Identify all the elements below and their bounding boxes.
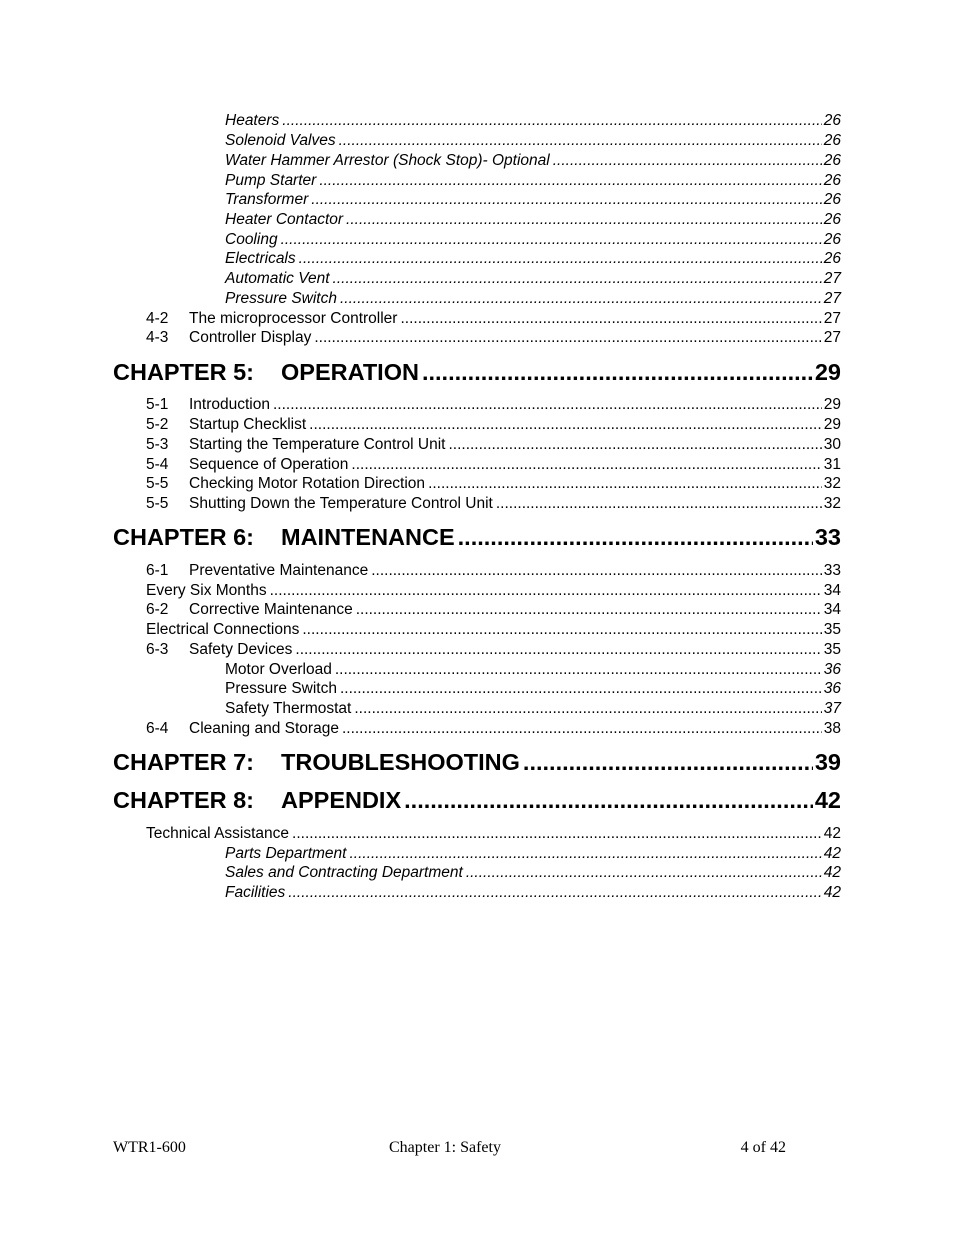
toc-leader-dots	[422, 356, 813, 388]
toc-entry-label: Electrical Connections	[146, 621, 300, 638]
toc-entry[interactable]	[146, 455, 841, 475]
toc-leader-dots	[404, 784, 813, 816]
toc-entry-page: 36	[823, 661, 841, 678]
toc-chapter-7[interactable]	[113, 746, 841, 778]
toc-leader-dots	[281, 230, 822, 250]
toc-entry-number: 5-5	[146, 495, 169, 512]
toc-leader-dots	[282, 111, 821, 131]
toc-leader-dots	[339, 131, 822, 151]
toc-entry-page: 42	[823, 825, 841, 842]
toc-entry-label: Technical Assistance	[146, 825, 290, 842]
footer-page-number: 4 of 42	[740, 1139, 786, 1156]
toc-entry-number: 5-1	[146, 396, 169, 413]
toc-entry[interactable]	[225, 883, 841, 903]
toc-leader-dots	[299, 249, 822, 269]
toc-entry-page: 35	[823, 621, 841, 638]
chapter-title: APPENDIX	[281, 787, 402, 813]
toc-entry[interactable]	[146, 620, 841, 640]
toc-entry[interactable]	[146, 309, 841, 329]
toc-leader-dots	[400, 309, 821, 329]
toc-entry[interactable]	[146, 474, 841, 494]
toc-entry[interactable]	[146, 395, 841, 415]
toc-entry[interactable]	[225, 131, 841, 151]
toc-entry-number: 5-2	[146, 416, 169, 433]
toc-leader-dots	[553, 151, 822, 171]
chapter-title: MAINTENANCE	[281, 524, 455, 550]
toc-chapter-8[interactable]	[113, 784, 841, 816]
toc-entry-label: Sales and Contracting Department	[225, 864, 463, 881]
toc-entry[interactable]	[225, 289, 841, 309]
toc-entry-page: 37	[823, 700, 841, 717]
chapter-page: 39	[814, 749, 841, 775]
toc-entry[interactable]	[225, 660, 841, 680]
toc-leader-dots	[351, 455, 821, 475]
toc-entry-label: Sequence of Operation	[189, 456, 349, 473]
toc-entry-page: 38	[823, 720, 841, 737]
toc-leader-dots	[314, 328, 821, 348]
toc-entry-page: 27	[823, 329, 841, 346]
chapter-page: 42	[814, 787, 841, 813]
toc-leader-dots	[319, 171, 821, 191]
toc-entry[interactable]	[146, 824, 841, 844]
toc-leader-dots	[311, 190, 821, 210]
toc-leader-dots	[342, 719, 822, 739]
toc-leader-dots	[523, 746, 813, 778]
toc-leader-dots	[333, 269, 822, 289]
toc-entry-page: 26	[823, 250, 841, 267]
toc-leader-dots	[302, 620, 821, 640]
toc-entry-label: Pump Starter	[225, 172, 317, 189]
toc-entry-label: Electricals	[225, 250, 296, 267]
toc-entry-number: 5-5	[146, 475, 169, 492]
toc-entry-label: Checking Motor Rotation Direction	[189, 475, 426, 492]
toc-entry-label: Startup Checklist	[189, 416, 307, 433]
chapter-number: CHAPTER 7:	[113, 749, 255, 775]
toc-entry[interactable]	[225, 230, 841, 250]
toc-entry[interactable]	[146, 600, 841, 620]
toc-entry[interactable]	[146, 640, 841, 660]
toc-entry-label: Solenoid Valves	[225, 132, 336, 149]
toc-entry-label: Facilities	[225, 884, 286, 901]
toc-entry[interactable]	[146, 561, 841, 581]
toc-entry[interactable]	[225, 699, 841, 719]
toc-leader-dots	[371, 561, 822, 581]
chapter-number: CHAPTER 5:	[113, 359, 255, 385]
toc-entry[interactable]	[225, 269, 841, 289]
toc-entry-label: Heater Contactor	[225, 211, 344, 228]
toc-entry[interactable]	[225, 249, 841, 269]
toc-entry-page: 29	[823, 416, 841, 433]
toc-leader-dots	[335, 660, 822, 680]
page-footer	[113, 1139, 786, 1159]
toc-leader-dots	[428, 474, 822, 494]
toc-entry-number: 6-3	[146, 641, 169, 658]
toc-entry[interactable]	[225, 151, 841, 171]
toc-entry-page: 35	[823, 641, 841, 658]
toc-leader-dots	[356, 600, 822, 620]
toc-leader-dots	[292, 824, 822, 844]
toc-entry-page: 26	[823, 172, 841, 189]
toc-entry-label: Cleaning and Storage	[189, 720, 339, 737]
toc-leader-dots	[340, 289, 822, 309]
toc-entry-label: Heaters	[225, 112, 280, 129]
toc-entry-page: 30	[823, 436, 841, 453]
toc-entry[interactable]	[225, 111, 841, 131]
toc-entry[interactable]	[146, 494, 841, 514]
toc-entry-page: 27	[823, 270, 841, 287]
toc-leader-dots	[309, 415, 822, 435]
toc-entry-label: Cooling	[225, 231, 278, 248]
toc-entry-page: 26	[823, 112, 841, 129]
toc-entry-page: 34	[823, 582, 841, 599]
toc-leader-dots	[448, 435, 821, 455]
toc-entry-label: Parts Department	[225, 845, 347, 862]
toc-entry-page: 26	[823, 152, 841, 169]
toc-entry[interactable]	[146, 435, 841, 455]
toc-entry-label: Pressure Switch	[225, 680, 337, 697]
footer-document-id: WTR1-600	[113, 1139, 186, 1156]
toc-entry[interactable]	[146, 415, 841, 435]
toc-entry-page: 33	[823, 562, 841, 579]
toc-leader-dots	[349, 844, 821, 864]
toc-leader-dots	[295, 640, 821, 660]
toc-entry-label: Starting the Temperature Control Unit	[189, 436, 446, 453]
toc-entry-page: 27	[823, 290, 841, 307]
toc-entry-label: Preventative Maintenance	[189, 562, 369, 579]
toc-entry-label: Introduction	[189, 396, 270, 413]
toc-chapter-6[interactable]	[113, 521, 841, 553]
toc-entry-page: 32	[823, 475, 841, 492]
toc-entry-number: 5-4	[146, 456, 169, 473]
toc-entry-label: Corrective Maintenance	[189, 601, 353, 618]
chapter-number: CHAPTER 6:	[113, 524, 255, 550]
toc-entry[interactable]	[225, 190, 841, 210]
toc-entry-label: Transformer	[225, 191, 309, 208]
toc-entry[interactable]	[225, 679, 841, 699]
toc-entry-number: 6-4	[146, 720, 169, 737]
toc-leader-dots	[270, 581, 822, 601]
toc-entry[interactable]	[225, 210, 841, 230]
toc-entry-page: 42	[823, 845, 841, 862]
toc-leader-dots	[346, 210, 822, 230]
toc-entry-label: Safety Devices	[189, 641, 293, 658]
toc-entry-page: 26	[823, 231, 841, 248]
toc-entry-page: 27	[823, 310, 841, 327]
toc-entry[interactable]	[146, 328, 841, 348]
toc-entry-label: Every Six Months	[146, 582, 267, 599]
toc-leader-dots	[466, 863, 822, 883]
toc-entry-label: Water Hammer Arrestor (Shock Stop)- Optional	[225, 152, 550, 169]
chapter-title: OPERATION	[281, 359, 419, 385]
chapter-title: TROUBLESHOOTING	[281, 749, 520, 775]
toc-entry-page: 42	[823, 864, 841, 881]
toc-entry[interactable]	[146, 719, 841, 739]
toc-entry[interactable]	[225, 863, 841, 883]
toc-entry-number: 4-2	[146, 310, 169, 327]
toc-leader-dots	[288, 883, 821, 903]
toc-entry-number: 6-1	[146, 562, 169, 579]
toc-entry-page: 26	[823, 132, 841, 149]
toc-entry-label: Motor Overload	[225, 661, 332, 678]
toc-entry-page: 34	[823, 601, 841, 618]
toc-entry[interactable]	[225, 171, 841, 191]
toc-entry[interactable]	[225, 844, 841, 864]
toc-entry-page: 26	[823, 211, 841, 228]
toc-entry-page: 36	[823, 680, 841, 697]
toc-leader-dots	[340, 679, 822, 699]
toc-entry-page: 29	[823, 396, 841, 413]
toc-leader-dots	[458, 521, 813, 553]
toc-leader-dots	[496, 494, 822, 514]
chapter-page: 33	[814, 524, 841, 550]
toc-leader-dots	[354, 699, 821, 719]
chapter-number: CHAPTER 8:	[113, 787, 255, 813]
toc-entry-page: 31	[823, 456, 841, 473]
toc-entry[interactable]	[146, 581, 841, 601]
toc-entry-label: Safety Thermostat	[225, 700, 352, 717]
footer-chapter: Chapter 1: Safety	[389, 1139, 501, 1156]
toc-entry-page: 26	[823, 191, 841, 208]
toc-entry-page: 42	[823, 884, 841, 901]
toc-entry-label: The microprocessor Controller	[189, 310, 398, 327]
chapter-page: 29	[814, 359, 841, 385]
toc-chapter-5[interactable]	[113, 356, 841, 388]
toc-entry-number: 6-2	[146, 601, 169, 618]
toc-leader-dots	[273, 395, 822, 415]
toc-entry-label: Controller Display	[189, 329, 312, 346]
toc-entry-number: 5-3	[146, 436, 169, 453]
toc-entry-label: Shutting Down the Temperature Control Unit	[189, 495, 493, 512]
toc-entry-number: 4-3	[146, 329, 169, 346]
toc-entry-label: Pressure Switch	[225, 290, 337, 307]
toc-entry-label: Automatic Vent	[225, 270, 330, 287]
toc-entry-page: 32	[823, 495, 841, 512]
